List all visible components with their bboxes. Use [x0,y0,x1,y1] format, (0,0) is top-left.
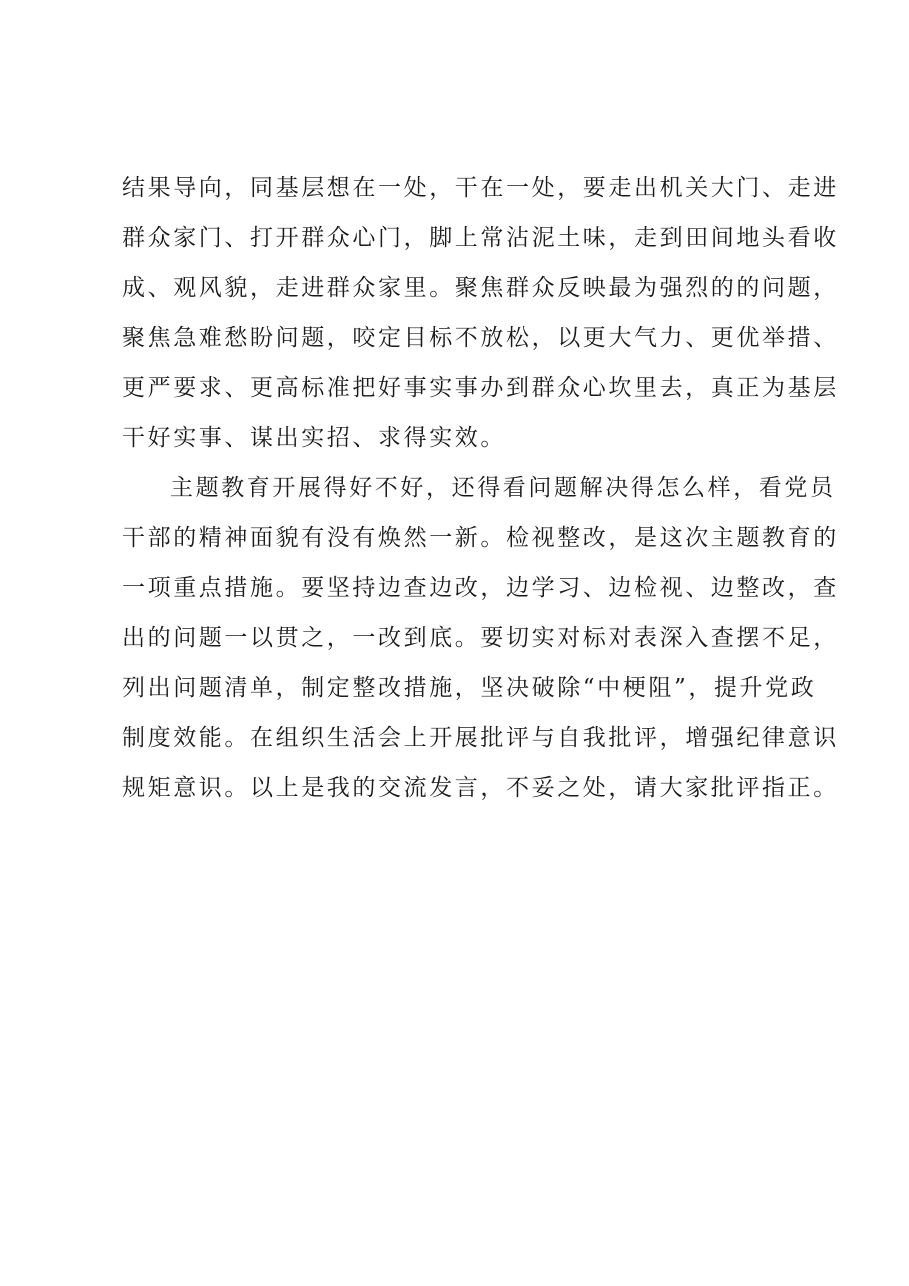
paragraph-1-line-5: 更严要求、更高标准把好事实事办到群众心坎里去，真正为基层 [122,375,839,401]
paragraph-1-line-4: 聚焦急难愁盼问题，咬定目标不放松，以更大气力、更优举措、 [122,325,839,351]
paragraph-1-line-3: 成、观风貌，走进群众家里。聚焦群众反映最为强烈的的问题， [122,275,839,301]
paragraph-2-line-7: 规矩意识。以上是我的交流发言，不妥之处，请大家批评指正。 [122,775,839,801]
paragraph-2-line-4: 出的问题一以贯之，一改到底。要切实对标对表深入查摆不足， [122,625,839,651]
paragraph-2-line-2: 干部的精神面貌有没有焕然一新。检视整改，是这次主题教育的 [122,525,839,551]
document-body [122,163,839,813]
paragraph-1-line-6: 干好实事、谋出实招、求得实效。 [122,425,506,451]
paragraph-2 [122,463,839,813]
paragraph-2-line-3: 一项重点措施。要坚持边查边改，边学习、边检视、边整改，查 [122,575,839,601]
paragraph-1 [122,163,839,463]
paragraph-2-line-5: 列出问题清单，制定整改措施，坚决破除“中梗阻”，提升党政 [122,675,817,701]
paragraph-2-line-1: 主题教育开展得好不好，还得看问题解决得怎么样，看党员 [170,475,836,501]
paragraph-2-line-6: 制度效能。在组织生活会上开展批评与自我批评，增强纪律意识 [122,725,839,751]
paragraph-1-line-2: 群众家门、打开群众心门，脚上常沾泥土味，走到田间地头看收 [122,225,839,251]
paragraph-1-line-1: 结果导向，同基层想在一处，干在一处，要走出机关大门、走进 [122,175,839,201]
